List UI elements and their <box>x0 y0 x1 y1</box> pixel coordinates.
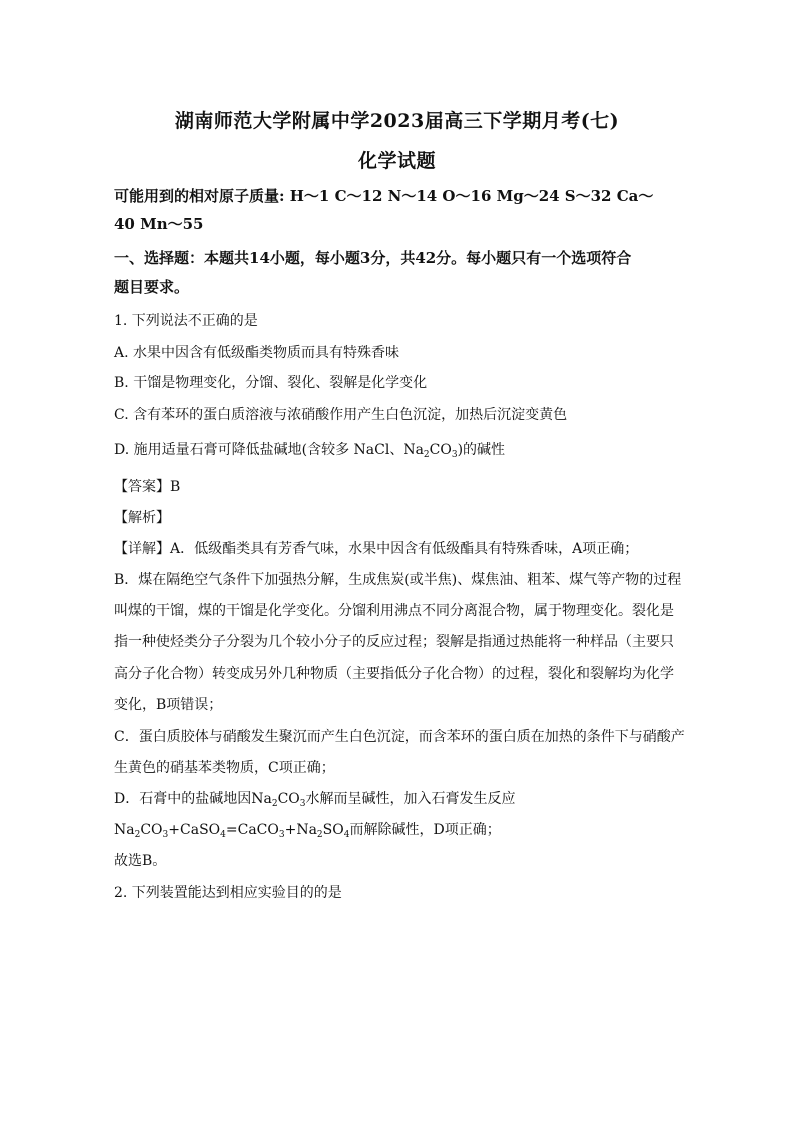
atomic-mass-line-1: 可能用到的相对原子质量: H～1 C～12 N～14 O～16 Mg～24 S～32 Ca～ <box>114 187 654 205</box>
answer-label: 【答案】B <box>114 479 181 495</box>
question-2-stem: 2. 下列装置能达到相应实验目的的是 <box>114 885 342 901</box>
question-1-stem: 1. 下列说法不正确的是 <box>114 313 258 329</box>
atomic-mass-line-2: 40 Mn～55 <box>114 215 204 233</box>
page-subtitle: 化学试题 <box>357 150 436 172</box>
question-1-option-b: B. 干馏是物理变化，分馏、裂化、裂解是化学变化 <box>114 375 428 391</box>
question-1-option-a: A. 水果中因含有低级酯类物质而具有特殊香味 <box>114 345 400 361</box>
page-title: 湖南师范大学附属中学2023届高三下学期月考(七) <box>174 110 620 132</box>
analysis-label: 【解析】 <box>114 510 170 526</box>
section-heading-line-1: 一、选择题：本题共14小题，每小题3分，共42分。每小题只有一个选项符合 <box>114 249 632 267</box>
detail-b-line-1: B．煤在隔绝空气条件下加强热分解，生成焦炭(或半焦)、煤焦油、粗苯、煤气等产物的过程 <box>114 572 682 588</box>
question-1-option-c: C. 含有苯环的蛋白质溶液与浓硝酸作用产生白色沉淀，加热后沉淀变黄色 <box>114 407 568 423</box>
detail-b-line-2: 叫煤的干馏，煤的干馏是化学变化。分馏利用沸点不同分离混合物，属于物理变化。裂化是 <box>114 603 674 619</box>
question-1-option-d: D. 施用适量石膏可降低盐碱地(含较多 NaCl、$Na_2CO_3$)的碱性 <box>114 442 506 460</box>
detail-c-line-1: C．蛋白质胶体与硝酸发生聚沉而产生白色沉淀，而含苯环的蛋白质在加热的条件下与硝酸产 <box>114 729 685 745</box>
detail-a: 【详解】A．低级酯类具有芳香气味，水果中因含有低级酯具有特殊香味，A项正确； <box>114 541 639 557</box>
detail-c-line-2: 生黄色的硝基苯类物质，C项正确； <box>114 760 335 776</box>
conclusion: 故选B。 <box>114 853 167 869</box>
detail-b-line-4: 高分子化合物）转变成另外几种物质（主要指低分子化合物）的过程，裂化和裂解均为化学 <box>114 666 674 682</box>
detail-d-equation: $Na_2CO_3+CaSO_4=CaCO_3+Na_2SO_4$而解除碱性，D项正确； <box>114 822 501 840</box>
section-heading-line-2: 题目要求。 <box>114 278 190 296</box>
detail-b-line-3: 指一种使烃类分子分裂为几个较小分子的反应过程；裂解是指通过热能将一种样品（主要只 <box>114 634 674 650</box>
detail-d-line-1: D．石膏中的盐碱地因$Na_2CO_3$水解而呈碱性，加入石膏发生反应 <box>114 791 516 809</box>
detail-b-line-5: 变化，B项错误； <box>114 697 223 713</box>
